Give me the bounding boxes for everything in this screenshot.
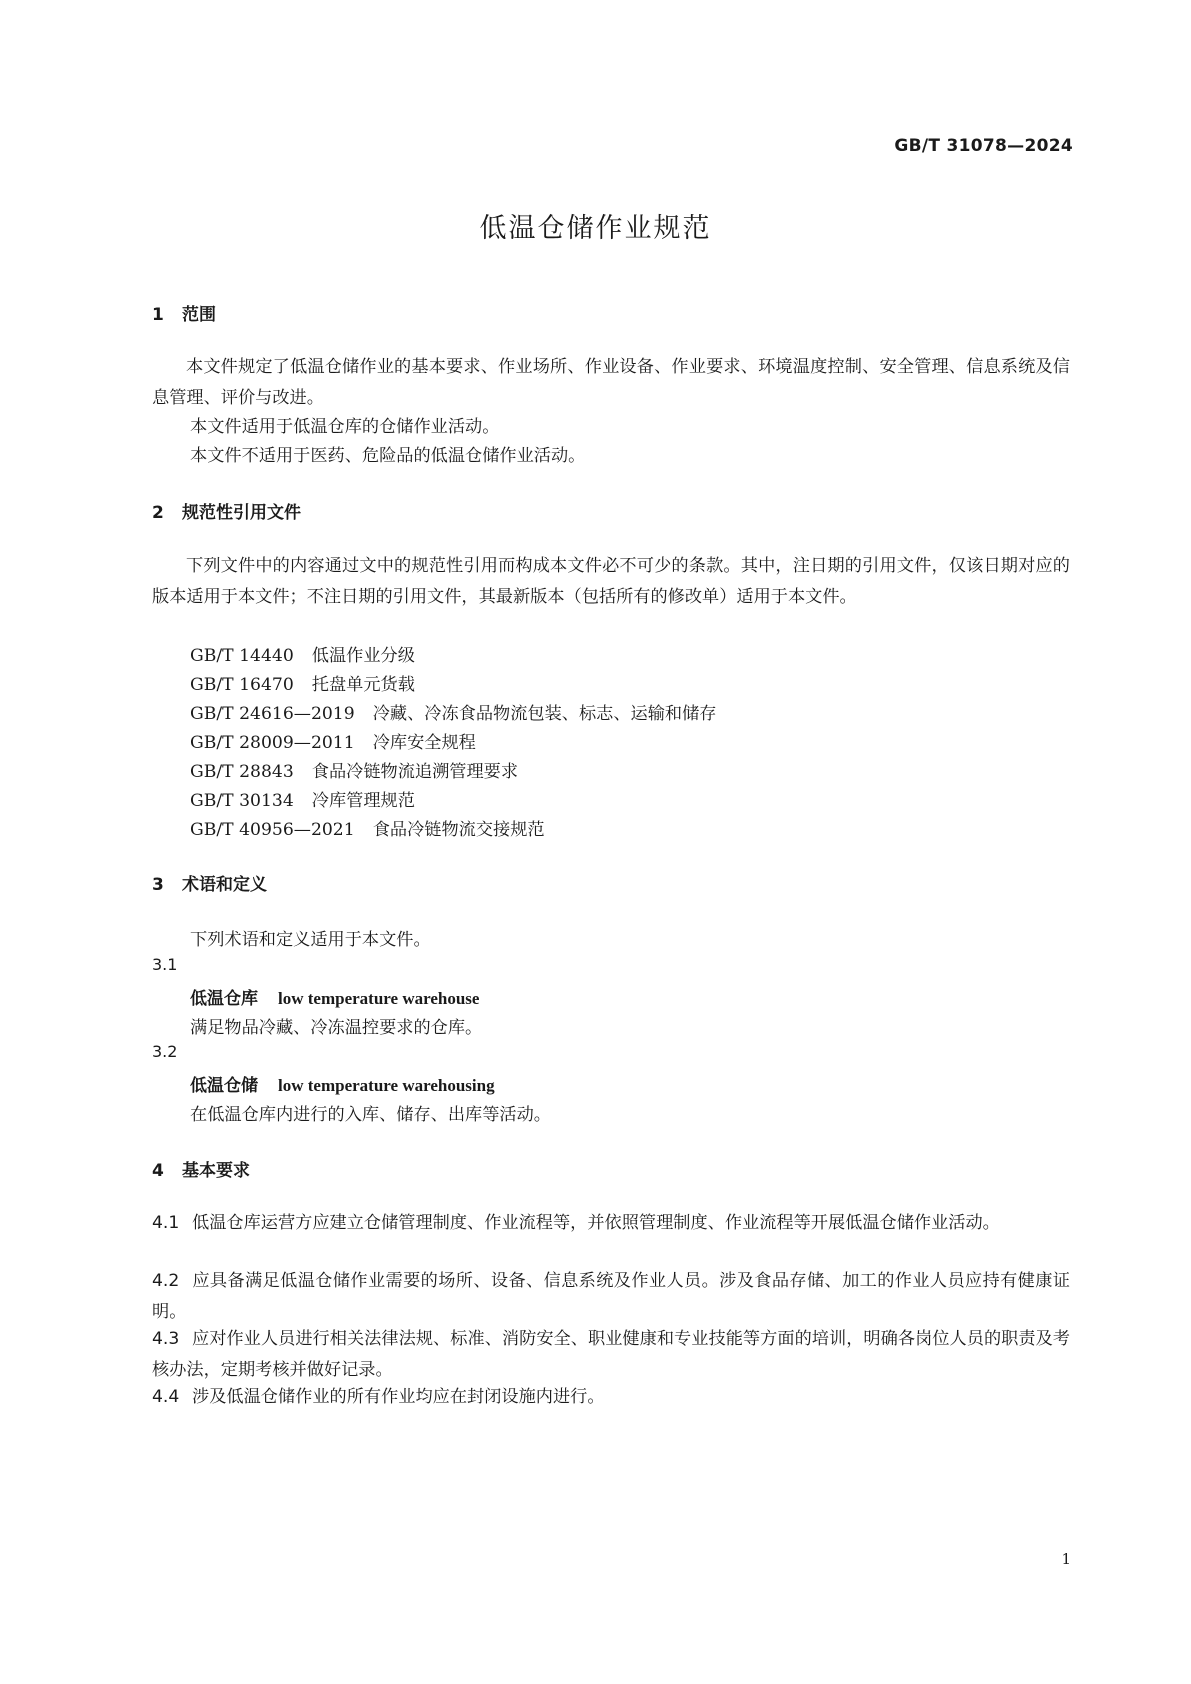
paragraph: 下列术语和定义适用于本文件。 <box>190 930 431 950</box>
reference-item <box>190 786 415 811</box>
paragraph: 本文件不适用于医药、危险品的低温仓储作业活动。 <box>190 446 586 466</box>
clause-number: 4.1 <box>152 1213 180 1233</box>
reference-title: 冷库安全规程 <box>372 733 476 753</box>
paragraph: 下列文件中的内容通过文中的规范性引用而构成本文件必不可少的条款。其中，注日期的引用文件，仅该日期对应的版本适用于本文件；不注日期的引用文件，其最新版本（包括所有的修改单）适用于本文件。 <box>152 556 1070 607</box>
paragraph: 本文件适用于低温仓库的仓储作业活动。 <box>190 417 500 437</box>
clause <box>152 1208 1070 1239</box>
clause-text: 低温仓库运营方应建立仓储管理制度、作业流程等，并依照管理制度、作业流程等开展低温仓储作业活动。 <box>192 1213 1000 1233</box>
reference-title: 托盘单元货载 <box>311 675 415 695</box>
clause-text: 应对作业人员进行相关法律法规、标准、消防安全、职业健康和专业技能等方面的培训，明确各岗位人员的职责及考核办法，定期考核并做好记录。 <box>152 1329 1070 1380</box>
term-english: low temperature warehouse <box>278 989 480 1008</box>
clause <box>152 1324 1070 1386</box>
section-3-heading <box>152 870 267 895</box>
clause-number: 4.4 <box>152 1387 180 1407</box>
reference-code: GB/T 28843 <box>190 762 294 782</box>
term-english: low temperature warehousing <box>278 1076 495 1095</box>
reference-title: 冷库管理规范 <box>311 791 415 811</box>
section-2-heading <box>152 498 301 523</box>
reference-item <box>190 670 415 695</box>
page-number: 1 <box>1061 1550 1071 1568</box>
term-definition: 在低温仓库内进行的入库、储存、出库等活动。 <box>190 1105 551 1125</box>
reference-item <box>190 815 545 840</box>
reference-title: 低温作业分级 <box>311 646 415 666</box>
document-title: 低温仓储作业规范 <box>479 213 712 244</box>
term-entry <box>190 984 479 1009</box>
reference-item <box>190 641 415 666</box>
reference-title: 冷藏、冷冻食品物流包装、标志、运输和储存 <box>372 704 717 724</box>
section-number: 3 <box>152 875 164 895</box>
reference-code: GB/T 30134 <box>190 791 294 811</box>
reference-item <box>190 728 476 753</box>
section-title: 基本要求 <box>182 1161 250 1181</box>
section-title: 规范性引用文件 <box>182 503 301 523</box>
term-number: 3.2 <box>152 1042 178 1061</box>
reference-code: GB/T 16470 <box>190 675 294 695</box>
reference-code: GB/T 14440 <box>190 646 294 666</box>
clause-number: 4.2 <box>152 1271 180 1291</box>
paragraph: 本文件规定了低温仓储作业的基本要求、作业场所、作业设备、作业要求、环境温度控制、安全管理、信息系统及信息管理、评价与改进。 <box>152 357 1070 408</box>
section-4-heading <box>152 1156 250 1181</box>
clause <box>152 1382 1070 1413</box>
term-definition: 满足物品冷藏、冷冻温控要求的仓库。 <box>190 1018 483 1038</box>
reference-item <box>190 699 716 724</box>
term-chinese: 低温仓储 <box>190 1076 258 1096</box>
term-entry <box>190 1071 495 1096</box>
section-title: 术语和定义 <box>182 875 267 895</box>
section-number: 2 <box>152 503 164 523</box>
section-1-heading <box>152 300 216 325</box>
standard-number: GB/T 31078—2024 <box>894 136 1073 156</box>
reference-title: 食品冷链物流交接规范 <box>372 820 545 840</box>
reference-code: GB/T 24616—2019 <box>190 704 355 724</box>
reference-item <box>190 757 518 782</box>
reference-code: GB/T 40956—2021 <box>190 820 355 840</box>
section-title: 范围 <box>182 305 216 325</box>
clause-text: 应具备满足低温仓储作业需要的场所、设备、信息系统及作业人员。涉及食品存储、加工的作业人员应持有健康证明。 <box>152 1271 1070 1322</box>
term-number: 3.1 <box>152 955 178 974</box>
section-number: 4 <box>152 1161 164 1181</box>
term-chinese: 低温仓库 <box>190 989 258 1009</box>
section-number: 1 <box>152 305 164 325</box>
reference-code: GB/T 28009—2011 <box>190 733 355 753</box>
clause <box>152 1266 1070 1328</box>
clause-number: 4.3 <box>152 1329 180 1349</box>
reference-title: 食品冷链物流追溯管理要求 <box>311 762 519 782</box>
clause-text: 涉及低温仓储作业的所有作业均应在封闭设施内进行。 <box>192 1387 605 1407</box>
